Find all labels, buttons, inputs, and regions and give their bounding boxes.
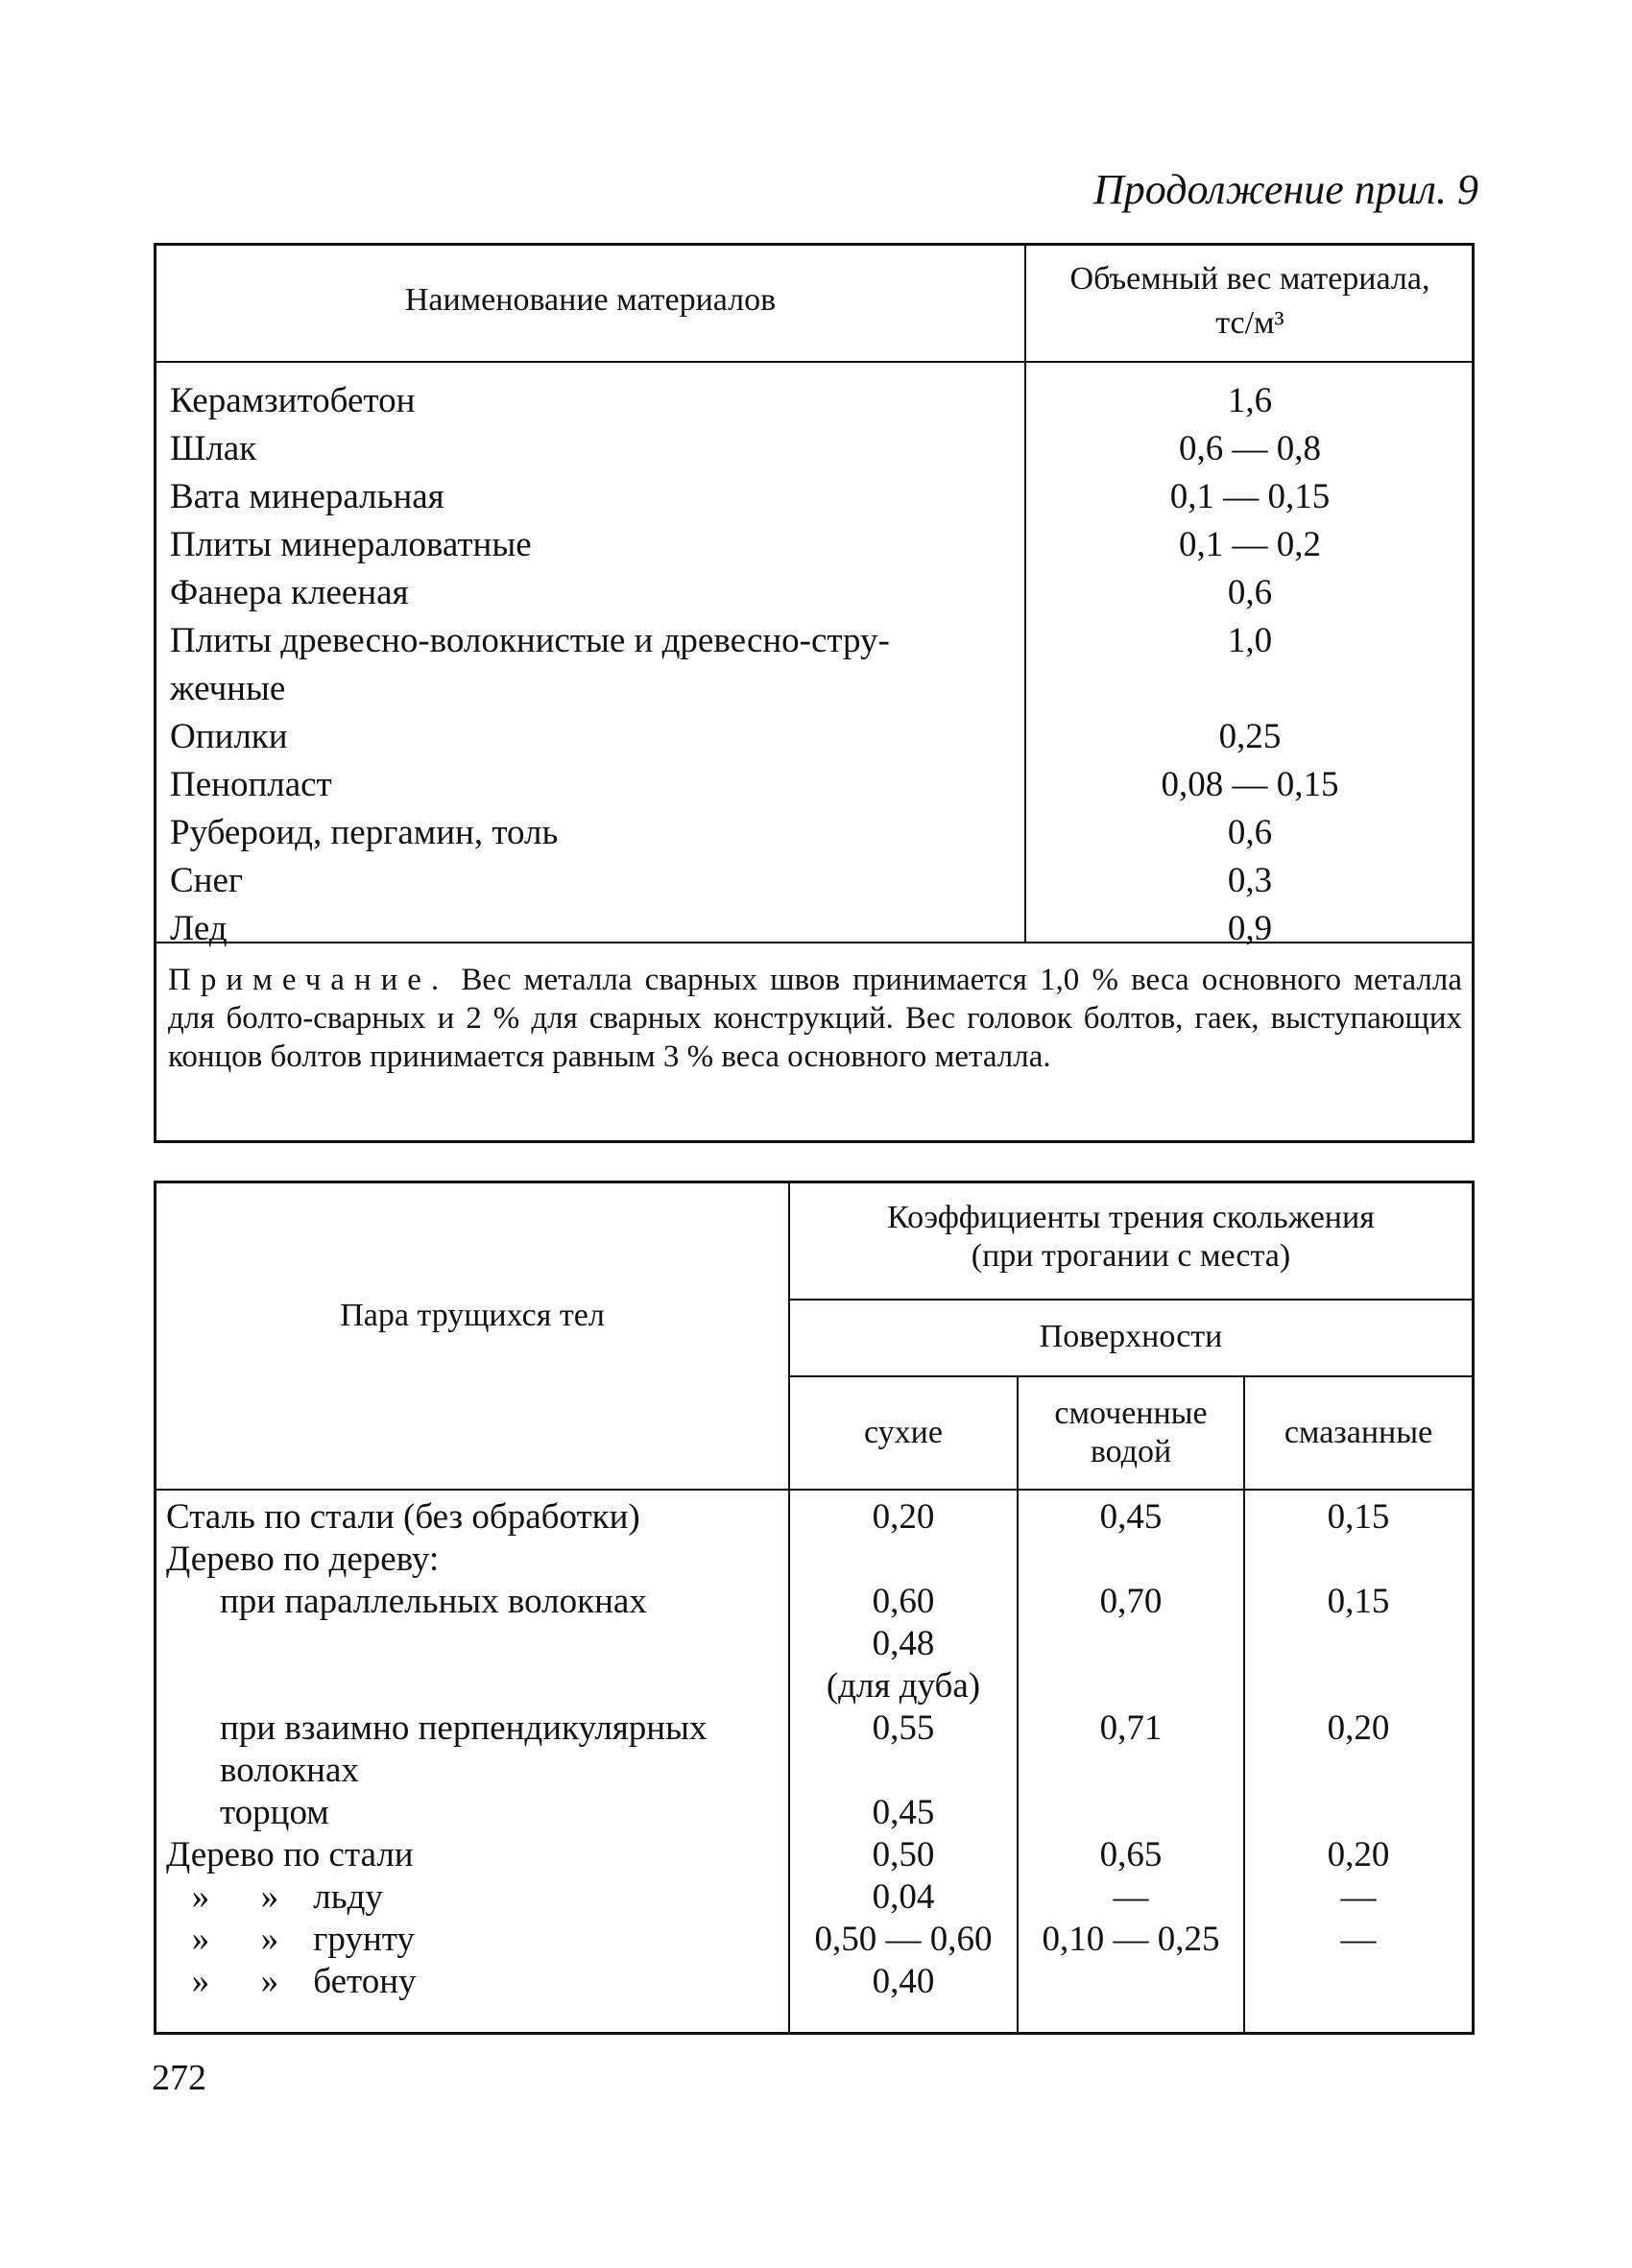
dry-value: 0,48	[872, 1624, 935, 1663]
column-header-wet	[1019, 1395, 1243, 1471]
wet-value: 0,10 — 0,25	[1042, 1920, 1220, 1959]
dry-value: 0,60	[872, 1582, 935, 1621]
pair-name-text: грунту	[313, 1920, 415, 1959]
wet-values	[1019, 1496, 1243, 1961]
wet-value: 0,65	[1099, 1835, 1163, 1874]
dry-value: 0,40	[872, 1962, 935, 2001]
pair-name-text: льду	[313, 1877, 383, 1917]
material-value-text: 1,0	[1227, 621, 1273, 660]
material-name-line1: Плиты древесно-волокнистые и древесно-стру-	[170, 621, 890, 660]
dry-value-empty	[790, 1539, 1017, 1581]
friction-coefficients-table	[154, 1181, 1475, 2035]
wet-value: 0,70	[1099, 1582, 1163, 1621]
lubricated-value-empty	[1245, 1750, 1472, 1792]
column-header-friction-coefficients	[790, 1199, 1472, 1276]
ditto-mark: »	[260, 1920, 279, 1959]
lubricated-value: 0,20	[1327, 1835, 1390, 1874]
dry-value-note: (для дуба)	[826, 1666, 981, 1706]
dry-value: 0,50	[872, 1835, 935, 1874]
material-name: Снег	[170, 861, 244, 900]
column-header-dry: сухие	[864, 1415, 943, 1450]
dry-values	[790, 1496, 1017, 2003]
pair-name	[166, 1961, 786, 2003]
lubricated-value: —	[1340, 1877, 1377, 1917]
material-name: Вата минеральная	[170, 477, 444, 516]
wet-value: —	[1113, 1877, 1149, 1917]
lubricated-value: 0,15	[1327, 1582, 1390, 1621]
pair-name	[166, 1919, 786, 1961]
table-note	[168, 961, 1462, 1076]
pair-name: торцом	[220, 1793, 329, 1832]
pair-name-empty	[166, 1623, 786, 1707]
pair-name: при параллельных волокнах	[220, 1582, 647, 1621]
lubricated-values	[1245, 1496, 1472, 1961]
column-header-friction-coefficients-line2: (при трогании с места)	[971, 1238, 1291, 1274]
column-header-volume-weight-unit: тс/м³	[1215, 305, 1284, 341]
column-header-wet-line2: водой	[1090, 1434, 1172, 1469]
dry-value: 0,20	[872, 1497, 935, 1537]
material-value: 0,6 — 0,8	[1179, 429, 1321, 468]
material-value: 0,08 — 0,15	[1161, 765, 1339, 804]
ditto-mark: »	[260, 1962, 279, 2001]
lubricated-value-empty	[1245, 1665, 1472, 1707]
material-name: Шлак	[170, 429, 257, 468]
wet-value-empty	[1019, 1665, 1243, 1707]
column-header-friction-pair: Пара трущихся тел	[340, 1298, 605, 1333]
lubricated-value: —	[1340, 1920, 1377, 1959]
dry-value: 0,45	[872, 1793, 935, 1832]
pair-name: Дерево по стали	[166, 1835, 414, 1874]
wet-value: 0,45	[1099, 1497, 1163, 1537]
pair-name: Сталь по стали (без обработки)	[166, 1497, 640, 1537]
material-name-line2: жечные	[170, 669, 286, 708]
pair-name-line1: при взаимно перпендикулярных	[220, 1708, 708, 1748]
material-value: 0,1 — 0,2	[1179, 525, 1321, 564]
lubricated-value-empty	[1245, 1539, 1472, 1581]
pair-name: Дерево по дереву:	[166, 1540, 440, 1579]
material-name: Пенопласт	[170, 765, 332, 804]
lubricated-value-empty	[1245, 1792, 1472, 1834]
material-name	[170, 617, 1020, 713]
material-name: Фанера клееная	[170, 573, 409, 612]
column-header-volume-weight-line1: Объемный вес материала,	[1069, 261, 1430, 297]
material-value: 0,9	[1227, 909, 1273, 948]
material-name: Опилки	[170, 717, 288, 756]
material-names	[170, 377, 1020, 953]
material-name: Керамзитобетон	[170, 381, 416, 420]
wet-value-empty	[1019, 1623, 1243, 1665]
page-number: 272	[152, 2058, 206, 2098]
material-name: Плиты минераловатные	[170, 525, 532, 564]
dry-value: 0,04	[872, 1877, 935, 1917]
column-header-surfaces: Поверхности	[1039, 1319, 1223, 1354]
ditto-mark: »	[191, 1877, 210, 1917]
column-header-material-name: Наименование материалов	[404, 282, 777, 318]
material-name: Лед	[170, 909, 228, 948]
wet-value: 0,71	[1099, 1708, 1163, 1748]
pair-name-text: бетону	[313, 1962, 417, 2001]
pair-name-line2: волокнах	[220, 1751, 359, 1790]
material-value: 0,6	[1227, 813, 1273, 852]
pair-name	[166, 1876, 786, 1919]
header-divider	[156, 1489, 1472, 1491]
lubricated-value: 0,15	[1327, 1497, 1390, 1537]
friction-pair-names	[166, 1496, 786, 2003]
row-divider	[788, 1299, 1472, 1301]
column-header-lubricated: смазанные	[1284, 1415, 1433, 1450]
row-divider	[788, 1375, 1472, 1377]
ditto-mark: »	[191, 1920, 210, 1959]
material-value: 1,6	[1227, 381, 1273, 420]
lubricated-value-empty	[1245, 1623, 1472, 1665]
material-weight-table	[154, 243, 1475, 1143]
wet-value-empty	[1019, 1792, 1243, 1834]
ditto-mark: »	[191, 1962, 210, 2001]
page-header: Продолжение прил. 9	[1093, 166, 1478, 213]
material-values	[1026, 377, 1474, 953]
column-header-volume-weight	[1026, 257, 1474, 346]
material-value	[1026, 617, 1474, 713]
note-text: Вес металла сварных швов принимается 1,0 % веса основного металла для болто-сварных и 2 % для сварных конструкций. Вес головок болтов, гаек, выступающих концов болтов принимается равным 3 % веса основного металла.	[168, 963, 1462, 1074]
ditto-mark: »	[260, 1877, 279, 1917]
column-header-friction-coefficients-line1: Коэффициенты трения скольжения	[887, 1200, 1375, 1235]
material-value: 0,25	[1218, 717, 1282, 756]
header-divider	[156, 361, 1472, 363]
material-name: Рубероид, пергамин, толь	[170, 813, 559, 852]
dry-value: 0,50 — 0,60	[814, 1920, 993, 1959]
lubricated-value: 0,20	[1327, 1708, 1390, 1748]
wet-value-empty	[1019, 1539, 1243, 1581]
material-value: 0,3	[1227, 861, 1273, 900]
material-value: 0,1 — 0,15	[1169, 477, 1331, 516]
dry-value: 0,55	[872, 1708, 935, 1748]
column-header-wet-line1: смоченные	[1054, 1396, 1208, 1431]
note-lead: Примечание.	[168, 963, 449, 997]
material-value: 0,6	[1227, 573, 1273, 612]
dry-value-empty	[790, 1750, 1017, 1792]
wet-value-empty	[1019, 1750, 1243, 1792]
